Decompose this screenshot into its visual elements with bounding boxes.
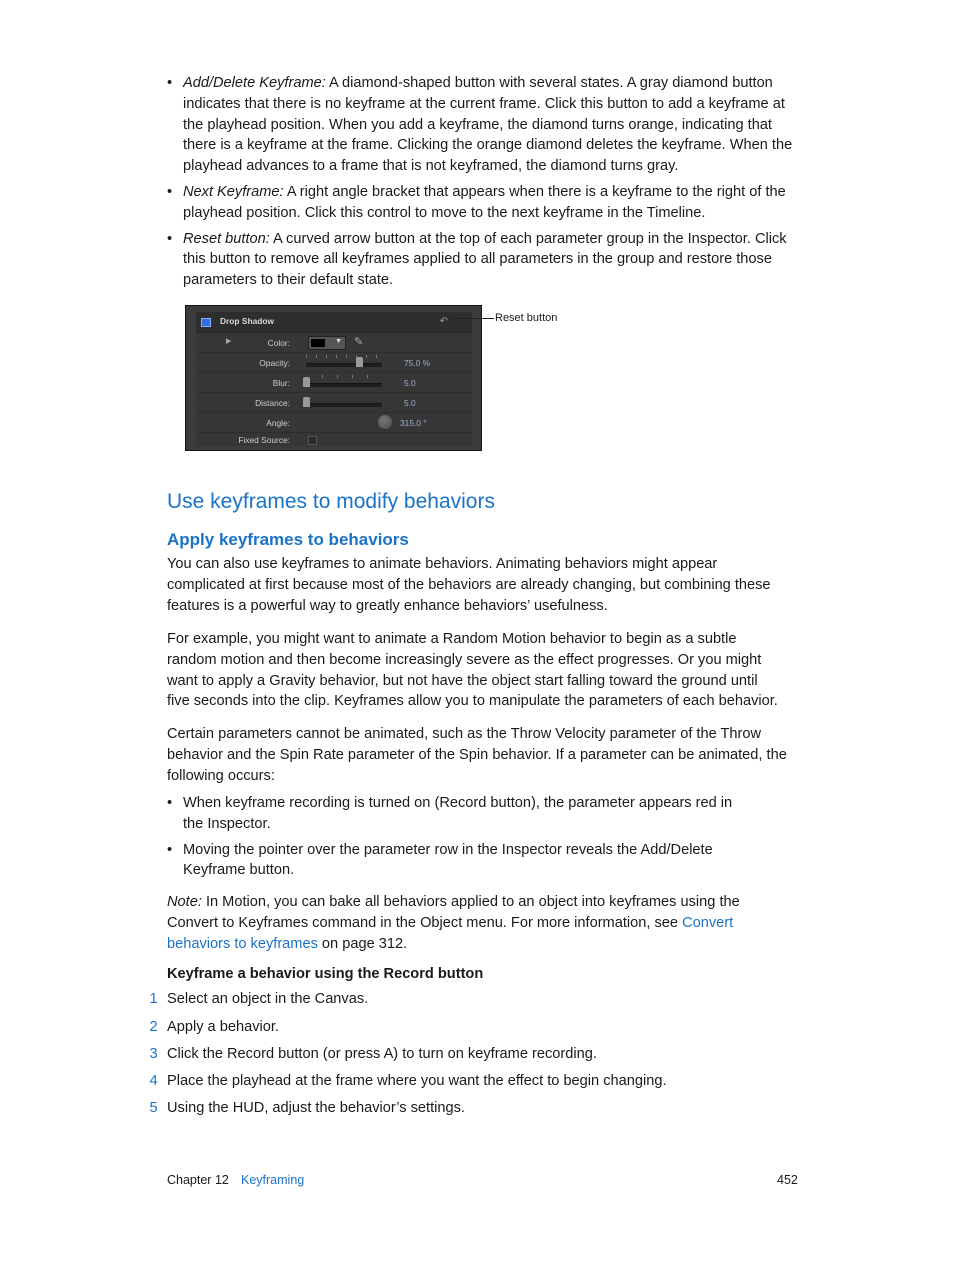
callout-line bbox=[452, 318, 494, 319]
step-item: 5 Using the HUD, adjust the behavior’s settings. bbox=[149, 1100, 465, 1116]
param-row-opacity: Opacity: 75.0 % bbox=[196, 353, 472, 373]
param-row-color: ▶ Color: ▼ ✎ bbox=[196, 333, 472, 353]
param-row-distance: Distance: 5.0 bbox=[196, 393, 472, 413]
slider-ticks bbox=[322, 375, 382, 378]
slider-ticks bbox=[306, 355, 382, 358]
blur-slider[interactable] bbox=[306, 383, 382, 387]
list-item: • Reset button: A curved arrow button at the top of each parameter group in the Inspector. Click this button to remove all keyframes applied to all parameters in the group and restore those parameters to their default state. bbox=[167, 230, 787, 289]
note: Note: In Motion, you can bake all behaviors applied to an object into keyframes using the Convert to Keyframes command in the Object menu. For more information, see Convert behaviors to keyframes on page 312. bbox=[167, 894, 740, 952]
list-item: • Moving the pointer over the parameter row in the Inspector reveals the Add/Delete Keyframe button. bbox=[167, 841, 713, 879]
param-row-fixed-source: Fixed Source: bbox=[196, 433, 472, 446]
task-heading: Keyframe a behavior using the Record button bbox=[167, 966, 484, 982]
inspector-screenshot bbox=[185, 305, 482, 451]
conditions-list bbox=[167, 793, 797, 881]
step-item: 2 Apply a behavior. bbox=[149, 1019, 279, 1035]
fixed-source-checkbox[interactable] bbox=[308, 436, 317, 445]
param-row-blur: Blur: 5.0 bbox=[196, 373, 472, 393]
param-row-angle: Angle: 315.0 ° bbox=[196, 413, 472, 433]
step-item: 3 Click the Record button (or press A) to turn on keyframe recording. bbox=[149, 1046, 597, 1062]
slider-thumb[interactable] bbox=[303, 377, 310, 387]
step-item: 4 Place the playhead at the frame where you want the effect to begin changing. bbox=[149, 1073, 667, 1089]
convert-behaviors-link[interactable]: Convert bbox=[682, 914, 734, 931]
opacity-slider[interactable] bbox=[306, 363, 382, 367]
paragraph: Certain parameters cannot be animated, such as the Throw Velocity parameter of the Throw behavior and the Spin Rate parameter of the Spin behavior. If a parameter can be animated, the following occurs: bbox=[167, 726, 787, 784]
paragraph: You can also use keyframes to animate behaviors. Animating behaviors might appear complicated at first because most of the behaviors are already changing, but combining these features is a powerful way to greatly enhance behaviors’ usefulness. bbox=[167, 556, 771, 614]
page-number: 452 bbox=[777, 1173, 798, 1187]
group-header bbox=[196, 312, 472, 333]
note-label: Note: bbox=[167, 894, 202, 910]
slider-thumb[interactable] bbox=[356, 357, 363, 367]
footer-chapter: Chapter 12 bbox=[167, 1173, 229, 1187]
paragraph: For example, you might want to animate a Random Motion behavior to begin as a subtle random motion and then become increasingly severe as the effect progresses. Or you might want to apply a Gravity behavior, but not have the object start falling toward the ground until five seconds into the clip. Keyframes allow you to manipulate the parameters of each behavior. bbox=[167, 631, 778, 710]
section-heading: Use keyframes to modify behaviors bbox=[167, 490, 495, 513]
footer-section-link[interactable]: Keyframing bbox=[241, 1173, 305, 1187]
color-well[interactable]: ▼ bbox=[308, 336, 346, 350]
list-item: • When keyframe recording is turned on (Record button), the parameter appears red in the Inspector. bbox=[167, 795, 733, 832]
angle-dial[interactable] bbox=[378, 415, 392, 429]
list-item: • Next Keyframe: A right angle bracket that appears when there is a keyframe to the right of the playhead position. Click this control to move to the next keyframe in the Timeline. bbox=[167, 183, 786, 221]
step-item: 1 Select an object in the Canvas. bbox=[149, 991, 369, 1007]
eyedropper-icon[interactable]: ✎ bbox=[354, 336, 364, 348]
reset-icon[interactable]: ↶ bbox=[439, 316, 448, 327]
convert-behaviors-link[interactable]: behaviors to keyframes bbox=[167, 935, 318, 952]
feature-list bbox=[167, 73, 797, 291]
enable-checkbox[interactable] bbox=[201, 318, 211, 327]
list-item: • Add/Delete Keyframe: A diamond-shaped button with several states. A gray diamond button indicates that there is no keyframe at the current frame. Click this button to add a keyframe at the playhead position. When you add a keyframe, the diamond turns orange, indicating that there is a keyframe at the frame. Clicking the orange diamond deletes the keyframe. When the playhead advances to a frame that is not keyframed, the diamond turns gray. bbox=[167, 75, 793, 175]
group-title: Drop Shadow bbox=[220, 316, 274, 326]
disclosure-triangle-icon[interactable]: ▶ bbox=[226, 338, 232, 345]
callout-label: Reset button bbox=[495, 312, 558, 324]
subsection-heading: Apply keyframes to behaviors bbox=[167, 530, 409, 549]
distance-slider[interactable] bbox=[306, 403, 382, 407]
slider-thumb[interactable] bbox=[303, 397, 310, 407]
drop-shadow-group bbox=[196, 312, 472, 446]
